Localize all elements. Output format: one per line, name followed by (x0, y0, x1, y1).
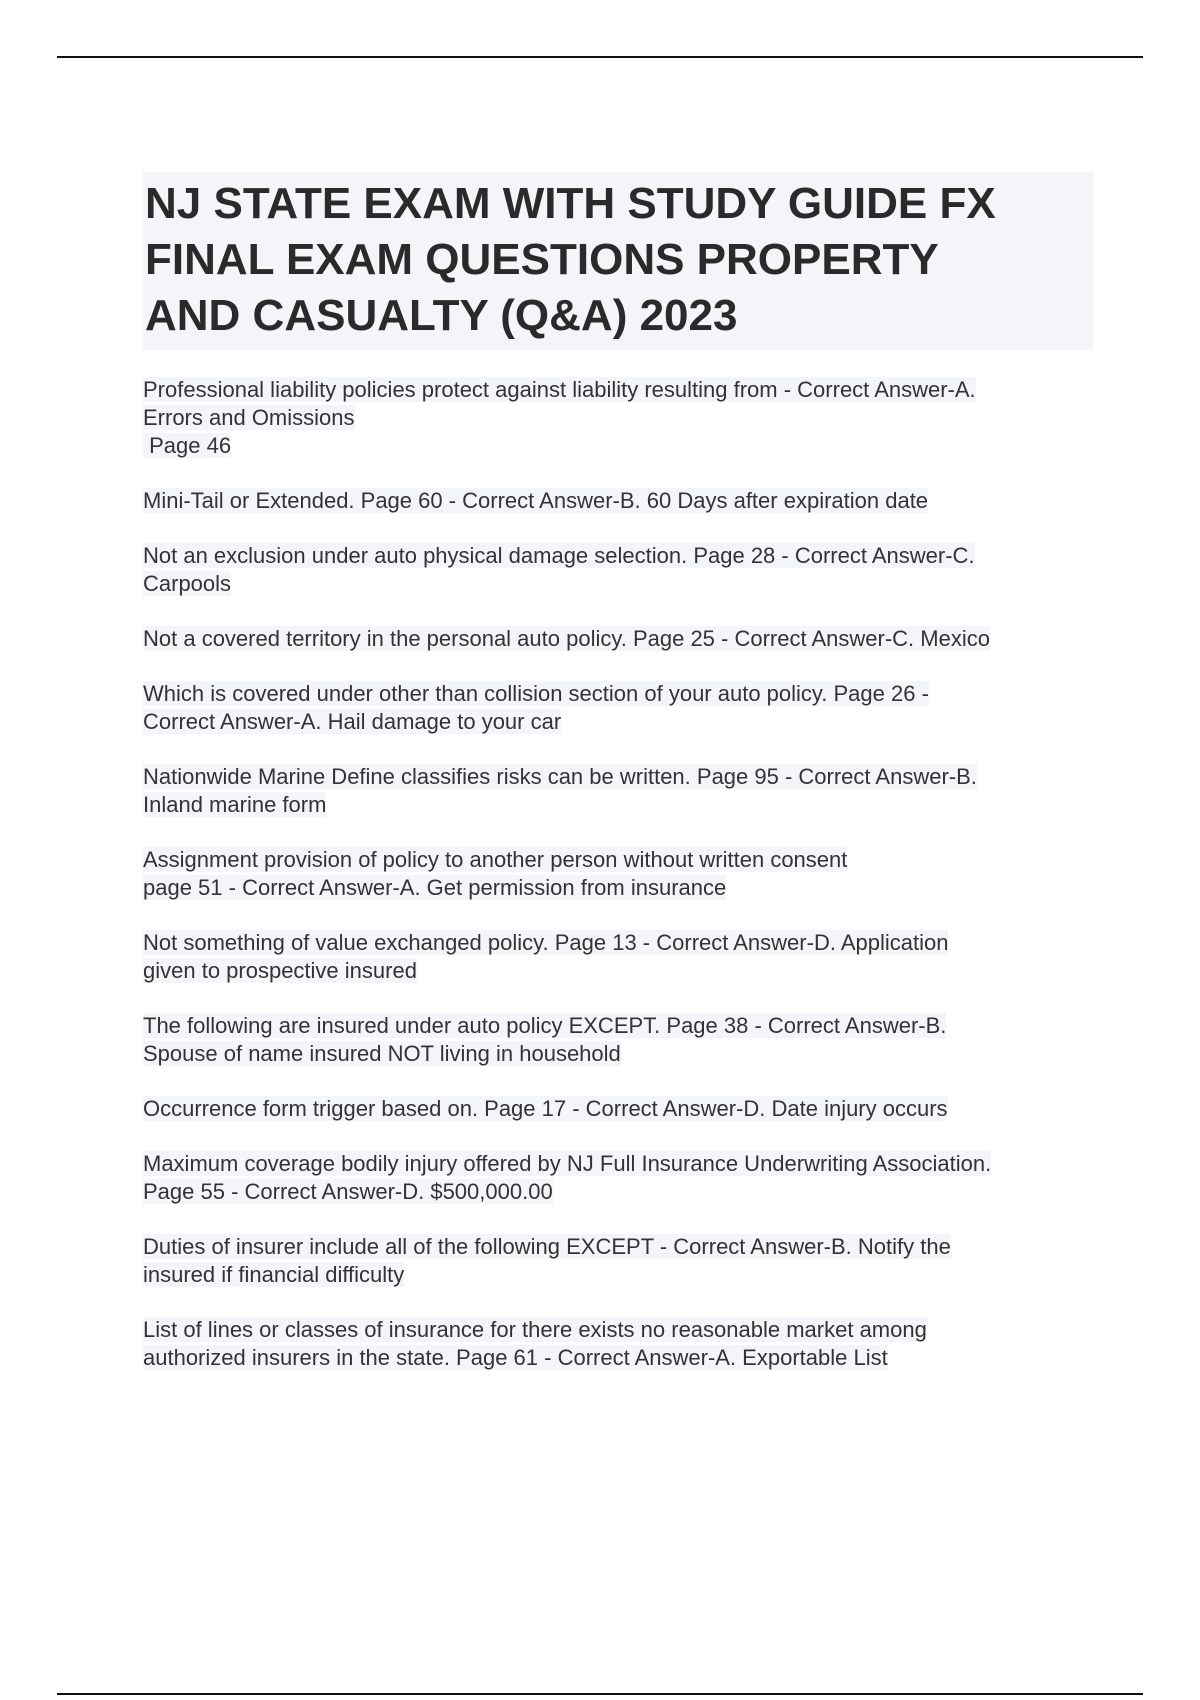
qa-item (143, 1095, 1093, 1123)
qa-line (143, 1095, 1093, 1123)
qa-line (143, 791, 1093, 819)
qa-line (143, 763, 1093, 791)
qa-line-text: Errors and Omissions (143, 405, 355, 430)
qa-line-text: given to prospective insured (143, 958, 417, 983)
qa-item (143, 487, 1093, 515)
qa-item (143, 763, 1093, 819)
qa-line (143, 874, 1093, 902)
qa-item (143, 929, 1093, 985)
qa-line (143, 432, 1093, 460)
qa-line (143, 625, 1093, 653)
qa-line (143, 570, 1093, 598)
qa-line-text: Which is covered under other than collision section of your auto policy. Page 26 - (143, 681, 929, 706)
qa-line-text: Assignment provision of policy to another person without written consent (143, 847, 848, 872)
qa-line (143, 376, 1093, 404)
qa-line (143, 929, 1093, 957)
qa-line-text: Not an exclusion under auto physical damage selection. Page 28 - Correct Answer-C. (143, 543, 975, 568)
qa-item (143, 1316, 1093, 1372)
qa-item (143, 542, 1093, 598)
qa-line-text: insured if financial difficulty (143, 1262, 405, 1287)
qa-line-text: Correct Answer-A. Hail damage to your car (143, 709, 562, 734)
qa-line (143, 680, 1093, 708)
qa-line-text: Occurrence form trigger based on. Page 17 - Correct Answer-D. Date injury occurs (143, 1096, 948, 1121)
qa-line-text: List of lines or classes of insurance for there exists no reasonable market among (143, 1317, 927, 1342)
qa-line-text: authorized insurers in the state. Page 61 - Correct Answer-A. Exportable List (143, 1345, 888, 1370)
qa-line-text: Not something of value exchanged policy. Page 13 - Correct Answer-D. Application (143, 930, 949, 955)
qa-line (143, 1040, 1093, 1068)
qa-line (143, 1233, 1093, 1261)
qa-item (143, 1012, 1093, 1068)
qa-line (143, 1012, 1093, 1040)
qa-line-text: Inland marine form (143, 792, 327, 817)
qa-line-text: Nationwide Marine Define classifies risks can be written. Page 95 - Correct Answer-B. (143, 764, 977, 789)
qa-line (143, 487, 1093, 515)
qa-line-text: Mini-Tail or Extended. Page 60 - Correct Answer-B. 60 Days after expiration date (143, 488, 929, 513)
qa-line (143, 1178, 1093, 1206)
qa-item (143, 680, 1093, 736)
qa-line (143, 846, 1093, 874)
qa-line (143, 1261, 1093, 1289)
qa-line-text: Professional liability policies protect against liability resulting from - Correct Answer-A. (143, 377, 976, 402)
qa-item (143, 846, 1093, 902)
qa-line (143, 708, 1093, 736)
document-body (143, 172, 1093, 1399)
qa-item (143, 625, 1093, 653)
qa-line-text: Page 46 (143, 433, 232, 458)
qa-line-text: Carpools (143, 571, 232, 596)
qa-line-text: page 51 - Correct Answer-A. Get permission from insurance (143, 875, 727, 900)
bottom-rule (57, 1693, 1143, 1695)
title-line-1: NJ STATE EXAM WITH STUDY GUIDE FX (145, 179, 996, 228)
qa-line (143, 1150, 1093, 1178)
qa-item (143, 1233, 1093, 1289)
qa-line-text: Duties of insurer include all of the following EXCEPT - Correct Answer-B. Notify the (143, 1234, 951, 1259)
qa-line (143, 1344, 1093, 1372)
qa-line (143, 957, 1093, 985)
document-title (143, 172, 1093, 350)
qa-line-text: Spouse of name insured NOT living in household (143, 1041, 621, 1066)
qa-list (143, 376, 1093, 1372)
qa-item (143, 376, 1093, 460)
qa-line-text: The following are insured under auto policy EXCEPT. Page 38 - Correct Answer-B. (143, 1013, 947, 1038)
qa-line (143, 1316, 1093, 1344)
qa-line-text: Maximum coverage bodily injury offered by NJ Full Insurance Underwriting Association. (143, 1151, 992, 1176)
title-line-3: AND CASUALTY (Q&A) 2023 (145, 291, 738, 340)
qa-line (143, 404, 1093, 432)
title-line-2: FINAL EXAM QUESTIONS PROPERTY (145, 235, 939, 284)
qa-line-text: Not a covered territory in the personal auto policy. Page 25 - Correct Answer-C. Mexico (143, 626, 990, 651)
qa-item (143, 1150, 1093, 1206)
top-rule (57, 56, 1143, 58)
qa-line (143, 542, 1093, 570)
qa-line-text: Page 55 - Correct Answer-D. $500,000.00 (143, 1179, 553, 1204)
